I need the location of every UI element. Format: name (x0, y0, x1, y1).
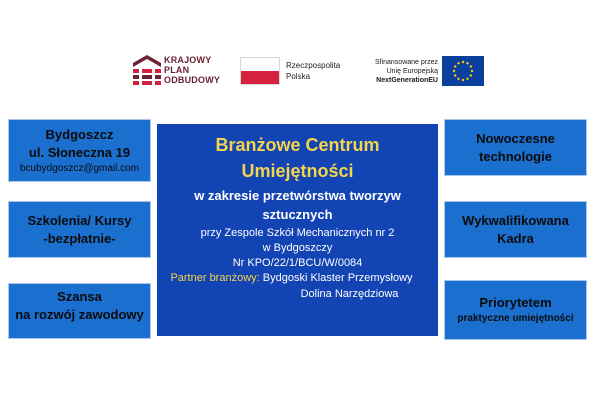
center-subtitle-line1: w zakresie przetwórstwa tworzyw (194, 188, 401, 203)
project-code: Nr KPO/22/1/BCU/W/0084 (232, 257, 363, 269)
center-subtitle-line2: sztucznych (262, 207, 333, 222)
contact-email: bcubydgoszcz@gmail.com (19, 162, 140, 174)
staff-box: Wykwalifikowana Kadra (444, 201, 587, 258)
eu-wordmark: Sfinansowane przez Unię Europejską NextGenerationEU (374, 59, 438, 84)
school-line2: w Bydgoszczy (262, 242, 333, 254)
priority-box: Priorytetem praktyczne umiejętności (444, 280, 587, 340)
training-box: Szkolenia/ Kursy -bezpłatnie- (8, 201, 151, 258)
center-title-line2: Umiejętności (241, 161, 354, 181)
kpo-wordmark: KRAJOWY PLAN ODBUDOWY (164, 55, 221, 85)
partner-name-line1: Bydgoski Klaster Przemysłowy (262, 272, 413, 284)
school-line1: przy Zespole Szkół Mechanicznych nr 2 (200, 227, 395, 239)
partner-line1 (151, 271, 432, 286)
kpo-mark-icon (133, 55, 161, 89)
center-title-line1: Branżowe Centrum (215, 135, 380, 155)
logo-bar (0, 0, 600, 100)
center-info-box (157, 124, 438, 336)
address-city: Bydgoszcz (45, 126, 114, 142)
eu-flag-icon (442, 56, 484, 86)
polish-flag-icon (240, 57, 280, 85)
address-box (8, 119, 151, 182)
chance-box: Szansa na rozwój zawodowy (8, 283, 151, 339)
technology-box: Nowoczesne technologie (444, 119, 587, 176)
rp-wordmark: Rzeczpospolita Polska (286, 61, 341, 81)
address-street: ul. Słoneczna 19 (28, 144, 131, 160)
partner-label: Partner branżowy: (170, 272, 260, 284)
partner-name-line2: Dolina Narzędziowa (300, 288, 399, 300)
